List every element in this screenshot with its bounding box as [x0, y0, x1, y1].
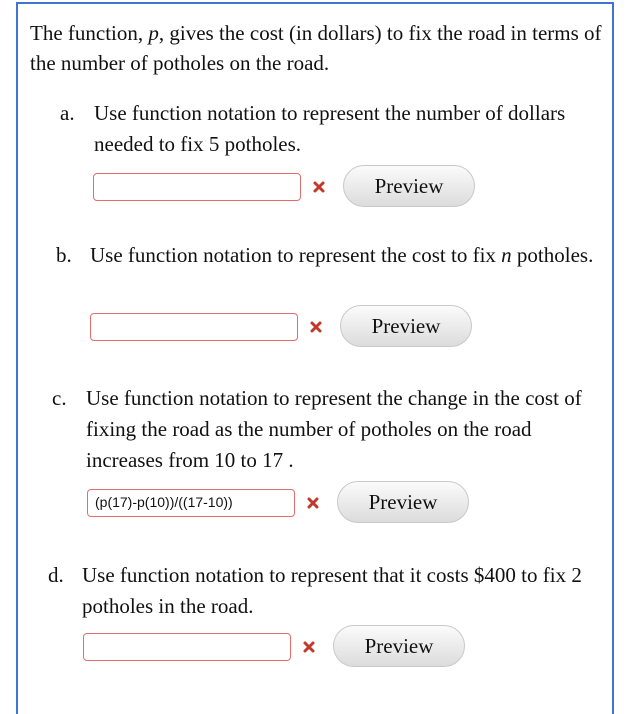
intro-text-after: , gives the cost (in dollars) to fix the road in terms of the number of potholes on the road. — [30, 21, 602, 75]
part-a-prompt: Use function notation to represent the number of dollars needed to fix 5 potholes. — [94, 101, 566, 156]
x-icon — [301, 639, 317, 655]
part-b-prompt-after: potholes. — [511, 243, 594, 267]
part-b-prompt — [90, 240, 604, 271]
part-d-preview-button[interactable]: Preview — [333, 625, 465, 667]
part-d-prompt: Use function notation to represent that it costs $400 to fix 2 potholes in the road. — [82, 563, 582, 618]
intro-text-before: The function, — [30, 21, 149, 45]
part-a-letter: a. — [60, 101, 75, 125]
question-intro — [30, 18, 610, 78]
x-icon — [308, 319, 324, 335]
part-c — [52, 383, 608, 476]
part-a-preview-button[interactable]: Preview — [343, 165, 475, 207]
intro-function-variable: p — [148, 21, 159, 45]
part-d-answer-input[interactable] — [83, 633, 291, 661]
part-a-answer-row — [93, 165, 493, 209]
part-d-answer-row — [83, 625, 483, 669]
part-d — [48, 560, 608, 622]
x-icon — [311, 179, 327, 195]
part-c-answer-row — [87, 481, 487, 525]
part-c-preview-button[interactable]: Preview — [337, 481, 469, 523]
part-c-letter: c. — [52, 386, 67, 410]
x-icon — [305, 495, 321, 511]
part-b-preview-button[interactable]: Preview — [340, 305, 472, 347]
part-b-variable: n — [501, 243, 512, 267]
part-c-answer-input[interactable]: (p(17)-p(10))/((17-10)) — [87, 489, 295, 517]
part-b-answer-input[interactable] — [90, 313, 298, 341]
part-b-prompt-before: Use function notation to represent the cost to fix — [90, 243, 502, 267]
part-c-prompt: Use function notation to represent the change in the cost of fixing the road as the number of potholes on the road increases from 10 to 17 . — [86, 386, 582, 472]
part-a — [60, 98, 600, 160]
part-b-letter: b. — [56, 243, 72, 267]
part-b — [56, 240, 604, 271]
part-a-answer-input[interactable] — [93, 173, 301, 201]
part-b-answer-row — [90, 305, 490, 349]
part-d-letter: d. — [48, 563, 64, 587]
